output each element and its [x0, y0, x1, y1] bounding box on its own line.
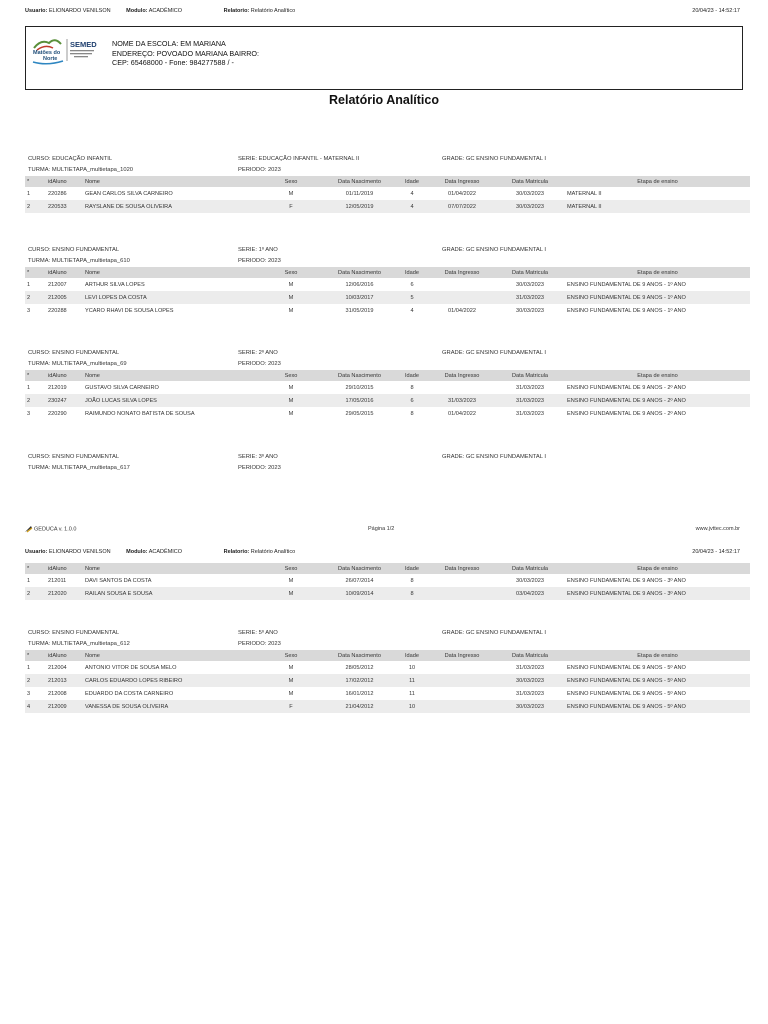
birth-date: 12/05/2019: [324, 200, 395, 213]
modulo-label: Modulo:: [126, 549, 148, 555]
student-sex: M: [288, 307, 294, 314]
age: 4: [410, 307, 414, 314]
footer-app: [25, 525, 76, 533]
age: 8: [395, 587, 429, 600]
column-header: Data Matricula: [495, 650, 565, 661]
school-cep-phone: CEP: 65468000 - Fone: 984277588 / -: [112, 58, 234, 67]
column-header: idAluno: [46, 176, 83, 187]
row-index: 1: [27, 281, 31, 288]
student-sex: M: [288, 664, 294, 671]
row-index: 2: [25, 587, 46, 600]
geduca-logo-icon: [25, 525, 33, 533]
column-header: Idade: [395, 370, 429, 381]
grade-label: GRADE: GC ENSINO FUNDAMENTAL I: [442, 247, 547, 253]
students-table: [25, 176, 750, 213]
age: 6: [395, 394, 429, 407]
school-name: NOME DA ESCOLA: EM MARIANA: [112, 39, 226, 48]
school-info-box: [25, 26, 743, 90]
header-datetime: 20/04/23 - 14:52:17: [692, 549, 740, 555]
column-header: Data Matricula: [495, 176, 565, 187]
turma-label: TURMA: MULTIETAPA_multietapa_69: [28, 361, 127, 367]
table-row: [25, 304, 750, 317]
student-name: ANTONIO VITOR DE SOUSA MELO: [85, 664, 177, 671]
enrollment-date: [429, 291, 495, 304]
teaching-stage: MATERNAL II: [567, 190, 602, 197]
column-header: Data Ingresso: [429, 176, 495, 187]
table-row: [25, 587, 750, 600]
student-id: 212013: [46, 674, 83, 687]
enrollment-date: [429, 674, 495, 687]
section-meta-row: [25, 165, 750, 176]
row-index: 1: [27, 577, 31, 584]
birth-date: 12/06/2016: [345, 281, 374, 288]
section-meta-row: [25, 348, 750, 359]
student-name: JOÃO LUCAS SILVA LOPES: [83, 394, 258, 407]
semed-logo: [31, 34, 97, 66]
column-header: Etapa de ensino: [565, 267, 750, 278]
table-row: [25, 291, 750, 304]
row-index: 3: [27, 307, 31, 314]
student-id: 212011: [48, 577, 67, 584]
student-name: ARTHUR SILVA LOPES: [85, 281, 145, 288]
row-index: 2: [25, 200, 46, 213]
student-name: DAVI SANTOS DA COSTA: [85, 577, 152, 584]
registration-date: 30/03/2023: [516, 307, 544, 314]
teaching-stage: MATERNAL II: [565, 200, 750, 213]
column-header: *: [25, 370, 46, 381]
grade-label: GRADE: GC ENSINO FUNDAMENTAL I: [442, 350, 547, 356]
periodo-label: PERIODO: 2023: [238, 465, 281, 471]
section-meta-row: [25, 452, 750, 463]
enrollment-date: 07/07/2022: [429, 200, 495, 213]
column-header: Sexo: [258, 650, 324, 661]
birth-date: 26/07/2014: [345, 577, 374, 584]
periodo-label: PERIODO: 2023: [238, 641, 281, 647]
turma-label: TURMA: MULTIETAPA_multietapa_610: [28, 258, 130, 264]
column-header: *: [25, 650, 46, 661]
column-header: Etapa de ensino: [565, 650, 750, 661]
registration-date: 31/03/2023: [516, 384, 544, 391]
column-header: idAluno: [46, 370, 83, 381]
teaching-stage: ENSINO FUNDAMENTAL DE 9 ANOS - 2º ANO: [565, 394, 750, 407]
column-header: Etapa de ensino: [565, 563, 750, 574]
student-sex: M: [258, 394, 324, 407]
teaching-stage: ENSINO FUNDAMENTAL DE 9 ANOS - 3º ANO: [567, 577, 686, 584]
teaching-stage: ENSINO FUNDAMENTAL DE 9 ANOS - 2º ANO: [567, 384, 686, 391]
column-header: Idade: [395, 563, 429, 574]
table-header-row: [25, 650, 750, 661]
birth-date: 17/02/2012: [324, 674, 395, 687]
relatorio-label: Relatorio:: [223, 8, 250, 14]
column-header: Data Nascimento: [324, 176, 395, 187]
age: 11: [409, 690, 415, 697]
student-id: 212007: [48, 281, 67, 288]
grade-label: GRADE: GC ENSINO FUNDAMENTAL I: [442, 630, 547, 636]
column-header: Nome: [83, 267, 258, 278]
relatorio-value: Relatório Analítico: [250, 549, 296, 555]
table-header-row: [25, 176, 750, 187]
table-row: [25, 200, 750, 213]
age: 5: [395, 291, 429, 304]
birth-date: 16/01/2012: [345, 690, 374, 697]
row-index: 4: [25, 700, 46, 713]
footer-app-version: GEDUCA v. 1.0.0: [34, 526, 77, 533]
column-header: Etapa de ensino: [565, 370, 750, 381]
enrollment-date: [429, 574, 495, 587]
table-header-row: [25, 370, 750, 381]
section-meta-row: [25, 256, 750, 267]
serie-label: SERIE: 2º ANO: [238, 350, 278, 356]
column-header: Data Ingresso: [429, 370, 495, 381]
column-header: Data Ingresso: [429, 650, 495, 661]
logo-city-text: Matões do: [33, 50, 61, 56]
usuario-label: Usuario:: [25, 8, 48, 14]
birth-date: 28/05/2012: [345, 664, 374, 671]
class-section: [25, 348, 750, 420]
age: 10: [408, 664, 416, 671]
registration-date: 30/03/2023: [516, 577, 544, 584]
column-header: Data Nascimento: [324, 563, 395, 574]
teaching-stage: ENSINO FUNDAMENTAL DE 9 ANOS - 5º ANO: [565, 700, 750, 713]
registration-date: 03/04/2023: [495, 587, 565, 600]
student-id: 230247: [46, 394, 83, 407]
student-id: 212009: [46, 700, 83, 713]
header-user-info: [25, 8, 295, 14]
row-index: 2: [25, 674, 46, 687]
logo-city-text-2: Norte: [43, 56, 58, 62]
registration-date: 31/03/2023: [516, 410, 544, 417]
usuario-value: ELIONARDO VENILSON: [48, 549, 111, 555]
row-index: 3: [27, 690, 31, 697]
enrollment-date: 01/04/2022: [448, 410, 476, 417]
student-id: 212008: [48, 690, 67, 697]
turma-label: TURMA: MULTIETAPA_multietapa_1020: [28, 167, 134, 173]
section-meta-row: [25, 463, 750, 474]
student-id: 220533: [46, 200, 83, 213]
column-header: Idade: [395, 267, 429, 278]
enrollment-date: [429, 700, 495, 713]
column-header: Data Nascimento: [324, 267, 395, 278]
usuario-label: Usuario:: [25, 549, 48, 555]
students-table: [25, 370, 750, 420]
column-header: Data Nascimento: [324, 650, 395, 661]
age: 4: [395, 200, 429, 213]
teaching-stage: ENSINO FUNDAMENTAL DE 9 ANOS - 5º ANO: [567, 690, 686, 697]
student-name: EDUARDO DA COSTA CARNEIRO: [85, 690, 174, 697]
student-sex: M: [288, 410, 294, 417]
column-header: Nome: [83, 563, 258, 574]
students-table: [25, 267, 750, 317]
student-sex: M: [288, 690, 294, 697]
column-header: Data Nascimento: [324, 370, 395, 381]
student-sex: M: [258, 587, 324, 600]
birth-date: 21/04/2012: [324, 700, 395, 713]
table-row: [25, 278, 750, 291]
column-header: Nome: [83, 650, 258, 661]
column-header: *: [25, 563, 46, 574]
relatorio-label: Relatorio:: [223, 549, 250, 555]
student-name: GEAN CARLOS SILVA CARNEIRO: [85, 190, 173, 197]
column-header: Sexo: [258, 370, 324, 381]
student-sex: M: [258, 674, 324, 687]
registration-date: 30/03/2023: [495, 674, 565, 687]
curso-label: CURSO: ENSINO FUNDAMENTAL: [28, 630, 120, 636]
age: 8: [410, 384, 414, 391]
curso-label: CURSO: EDUCAÇÃO INFANTIL: [28, 156, 113, 162]
enrollment-date: [429, 278, 495, 291]
age: 10: [395, 700, 429, 713]
column-header: Data Ingresso: [429, 267, 495, 278]
column-header: Idade: [395, 176, 429, 187]
header-datetime: 20/04/23 - 14:52:17: [692, 8, 740, 14]
enrollment-date: 01/04/2022: [448, 307, 476, 314]
row-index: 1: [27, 190, 31, 197]
birth-date: 10/09/2014: [324, 587, 395, 600]
student-sex: F: [258, 700, 324, 713]
table-row: [25, 381, 750, 394]
enrollment-date: [429, 381, 495, 394]
column-header: Data Matricula: [495, 267, 565, 278]
student-name: YCARO RHAVI DE SOUSA LOPES: [85, 307, 174, 314]
student-id: 212004: [48, 664, 67, 671]
report-title: Relatório Analítico: [329, 93, 439, 107]
table-row: [25, 661, 750, 674]
row-index: 3: [27, 410, 31, 417]
modulo-value: ACADÊMICO: [148, 549, 183, 555]
turma-label: TURMA: MULTIETAPA_multietapa_617: [28, 465, 130, 471]
age: 8: [410, 577, 414, 584]
report-header-bar-page2: [25, 549, 740, 557]
student-sex: M: [288, 190, 294, 197]
grade-label: GRADE: GC ENSINO FUNDAMENTAL I: [442, 156, 547, 162]
curso-label: CURSO: ENSINO FUNDAMENTAL: [28, 454, 120, 460]
student-sex: M: [258, 291, 324, 304]
school-address: ENDEREÇO: POVOADO MARIANA BAIRRO:: [112, 48, 259, 58]
registration-date: 31/03/2023: [516, 664, 544, 671]
modulo-value: ACADÊMICO: [148, 8, 183, 14]
enrollment-date: [429, 661, 495, 674]
periodo-label: PERIODO: 2023: [238, 167, 281, 173]
footer-page-number: Página 1/2: [368, 526, 395, 532]
student-id: 212005: [46, 291, 83, 304]
student-sex: M: [288, 577, 294, 584]
section-meta-row: [25, 628, 750, 639]
table-header-row: [25, 563, 750, 574]
curso-label: CURSO: ENSINO FUNDAMENTAL: [28, 247, 120, 253]
column-header: Data Matricula: [495, 563, 565, 574]
table-row: [25, 394, 750, 407]
student-name: VANESSA DE SOUSA OLIVEIRA: [83, 700, 258, 713]
column-header: Sexo: [258, 563, 324, 574]
curso-label: CURSO: ENSINO FUNDAMENTAL: [28, 350, 120, 356]
header-user-info: [25, 549, 295, 555]
class-section: [25, 452, 750, 474]
row-index: 1: [27, 664, 31, 671]
student-name: CARLOS EDUARDO LOPES RIBEIRO: [83, 674, 258, 687]
age: 11: [395, 674, 429, 687]
row-index: 2: [25, 394, 46, 407]
table-row: [25, 674, 750, 687]
birth-date: 29/10/2015: [345, 384, 374, 391]
teaching-stage: ENSINO FUNDAMENTAL DE 9 ANOS - 5º ANO: [567, 664, 686, 671]
student-name: GUSTAVO SILVA CARNEIRO: [85, 384, 159, 391]
footer-site: www.jvttec.com.br: [695, 526, 740, 532]
report-header-bar: [25, 8, 740, 16]
student-name: RAILAN SOUSA E SOUSA: [83, 587, 258, 600]
student-id: 220290: [48, 410, 67, 417]
class-section: [25, 245, 750, 317]
teaching-stage: ENSINO FUNDAMENTAL DE 9 ANOS - 1º ANO: [565, 291, 750, 304]
registration-date: 31/03/2023: [516, 690, 544, 697]
student-name: LEVI LOPES DA COSTA: [83, 291, 258, 304]
enrollment-date: [429, 587, 495, 600]
student-sex: M: [288, 384, 294, 391]
column-header: Nome: [83, 176, 258, 187]
student-id: 220286: [48, 190, 67, 197]
usuario-value: ELIONARDO VENILSON: [48, 8, 111, 14]
birth-date: 17/05/2016: [324, 394, 395, 407]
column-header: Etapa de ensino: [565, 176, 750, 187]
class-section: [25, 628, 750, 713]
table-row: [25, 700, 750, 713]
teaching-stage: ENSINO FUNDAMENTAL DE 9 ANOS - 3º ANO: [565, 587, 750, 600]
teaching-stage: ENSINO FUNDAMENTAL DE 9 ANOS - 1º ANO: [567, 281, 686, 288]
registration-date: 30/03/2023: [516, 190, 544, 197]
column-header: Idade: [395, 650, 429, 661]
column-header: *: [25, 267, 46, 278]
student-id: 212020: [46, 587, 83, 600]
birth-date: 31/05/2019: [345, 307, 374, 314]
age: 6: [410, 281, 414, 288]
column-header: idAluno: [46, 267, 83, 278]
enrollment-date: [429, 687, 495, 700]
student-name: RAIMUNDO NONATO BATISTA DE SOUSA: [85, 410, 195, 417]
section-meta-row: [25, 639, 750, 650]
registration-date: 31/03/2023: [495, 291, 565, 304]
birth-date: 01/11/2019: [345, 190, 374, 197]
column-header: Sexo: [258, 267, 324, 278]
modulo-label: Modulo:: [126, 8, 148, 14]
continuation-table: [25, 563, 750, 600]
grade-label: GRADE: GC ENSINO FUNDAMENTAL I: [442, 454, 547, 460]
table-header-row: [25, 267, 750, 278]
teaching-stage: ENSINO FUNDAMENTAL DE 9 ANOS - 2º ANO: [567, 410, 686, 417]
serie-label: SERIE: 3º ANO: [238, 454, 278, 460]
section-meta-row: [25, 359, 750, 370]
serie-label: SERIE: 5º ANO: [238, 630, 278, 636]
column-header: Data Matricula: [495, 370, 565, 381]
page-footer: [25, 525, 740, 535]
age: 4: [410, 190, 414, 197]
registration-date: 30/03/2023: [495, 200, 565, 213]
age: 8: [410, 410, 414, 417]
serie-label: SERIE: EDUCAÇÃO INFANTIL - MATERNAL II: [238, 156, 360, 162]
teaching-stage: ENSINO FUNDAMENTAL DE 9 ANOS - 1º ANO: [567, 307, 686, 314]
enrollment-date: 01/04/2022: [448, 190, 476, 197]
turma-label: TURMA: MULTIETAPA_multietapa_612: [28, 641, 130, 647]
periodo-label: PERIODO: 2023: [238, 361, 281, 367]
periodo-label: PERIODO: 2023: [238, 258, 281, 264]
student-sex: F: [258, 200, 324, 213]
logo-semed-text: SEMED: [70, 40, 97, 49]
registration-date: 31/03/2023: [495, 394, 565, 407]
student-name: RAYSLANE DE SOUSA OLIVEIRA: [83, 200, 258, 213]
relatorio-value: Relatório Analítico: [250, 8, 296, 14]
row-index: 1: [27, 384, 31, 391]
section-meta-row: [25, 245, 750, 256]
section-meta-row: [25, 154, 750, 165]
column-header: Nome: [83, 370, 258, 381]
student-sex: M: [288, 281, 294, 288]
row-index: 2: [25, 291, 46, 304]
column-header: idAluno: [46, 650, 83, 661]
serie-label: SERIE: 1º ANO: [238, 247, 278, 253]
students-table: [25, 563, 750, 600]
birth-date: 29/05/2015: [345, 410, 374, 417]
teaching-stage: ENSINO FUNDAMENTAL DE 9 ANOS - 5º ANO: [565, 674, 750, 687]
column-header: idAluno: [46, 563, 83, 574]
school-details: [112, 39, 259, 68]
registration-date: 30/03/2023: [516, 281, 544, 288]
class-section: [25, 154, 750, 213]
table-row: [25, 574, 750, 587]
registration-date: 30/03/2023: [495, 700, 565, 713]
birth-date: 10/03/2017: [324, 291, 395, 304]
student-id: 212019: [48, 384, 67, 391]
table-row: [25, 687, 750, 700]
table-row: [25, 187, 750, 200]
enrollment-date: 31/03/2023: [429, 394, 495, 407]
student-id: 220288: [48, 307, 67, 314]
column-header: Sexo: [258, 176, 324, 187]
table-row: [25, 407, 750, 420]
column-header: *: [25, 176, 46, 187]
students-table: [25, 650, 750, 713]
column-header: Data Ingresso: [429, 563, 495, 574]
